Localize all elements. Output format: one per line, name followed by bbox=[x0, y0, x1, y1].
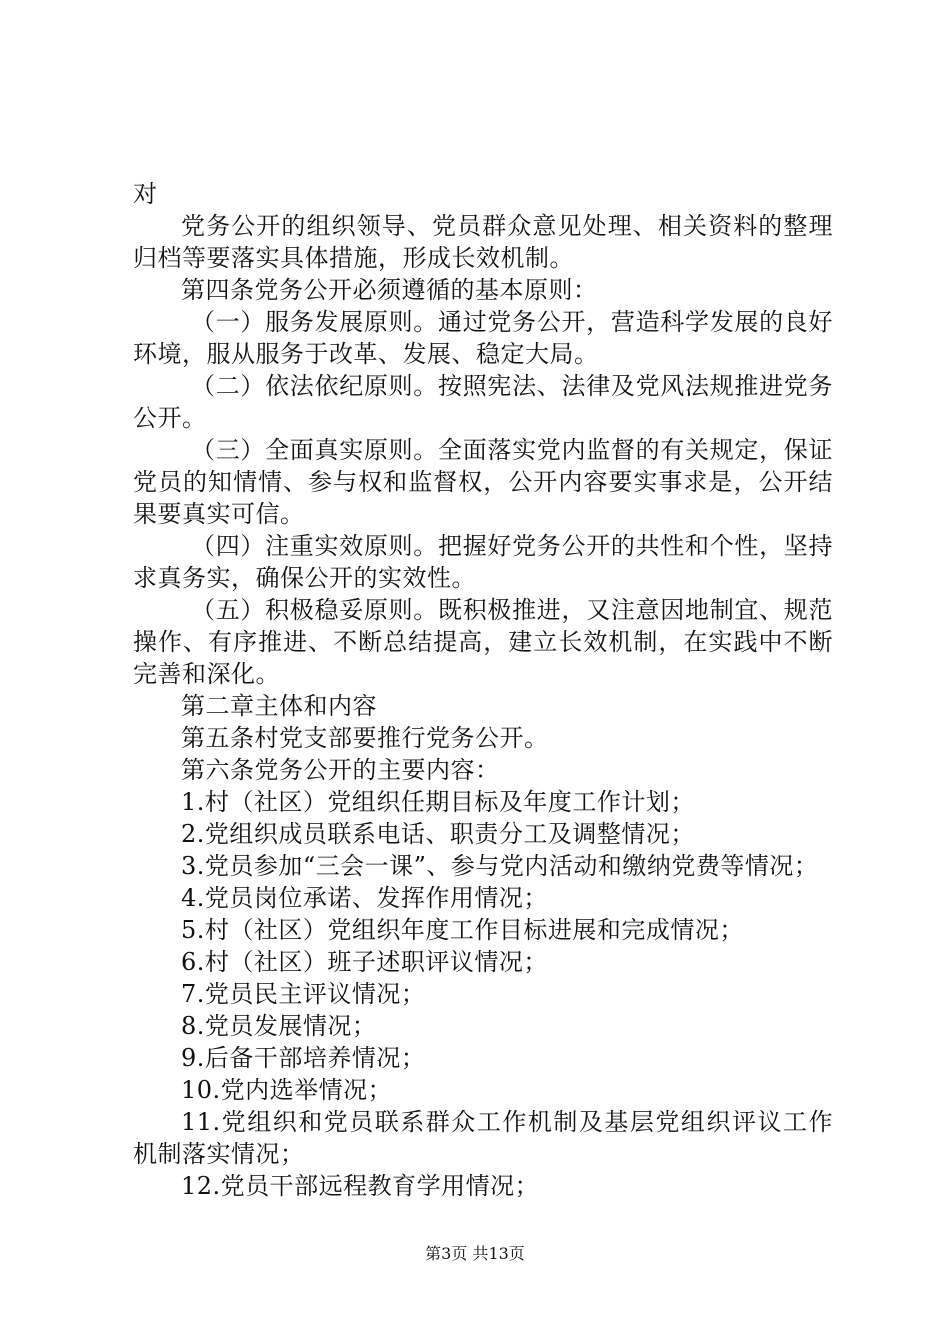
paragraph: 党务公开的组织领导、党员群众意见处理、相关资料的整理归档等要落实具体措施，形成长效机制。 bbox=[133, 212, 833, 272]
document-body bbox=[133, 178, 833, 1202]
article-heading: 第五条村党支部要推行党务公开。 bbox=[181, 724, 549, 752]
list-item: 8.党员发展情况； bbox=[181, 1012, 377, 1040]
list-item: 1.村（社区）党组织任期目标及年度工作计划； bbox=[181, 788, 695, 816]
list-item: 7.党员民主评议情况； bbox=[181, 980, 426, 1008]
chapter-heading: 第二章主体和内容 bbox=[181, 692, 377, 720]
list-item: 2.党组织成员联系电话、职责分工及调整情况； bbox=[181, 820, 695, 848]
list-item: 3.党员参加“三会一课”、参与党内活动和缴纳党费等情况； bbox=[181, 852, 819, 880]
paragraph: （三）全面真实原则。全面落实党内监督的有关规定，保证党员的知情情、参与权和监督权，公开内容要实事求是，公开结果要真实可信。 bbox=[133, 436, 833, 528]
list-item: 10.党内选举情况； bbox=[181, 1076, 393, 1104]
page-number: 第3页 共13页 bbox=[425, 1244, 525, 1263]
list-item: 6.村（社区）班子述职评议情况； bbox=[181, 948, 548, 976]
list-item: 9.后备干部培养情况； bbox=[181, 1044, 426, 1072]
paragraph: （一）服务发展原则。通过党务公开，营造科学发展的良好环境，服从服务于改革、发展、稳定大局。 bbox=[133, 308, 833, 368]
list-item: 12.党员干部远程教育学用情况； bbox=[181, 1172, 540, 1200]
list-item: 4.党员岗位承诺、发挥作用情况； bbox=[181, 884, 548, 912]
article-heading: 第六条党务公开的主要内容： bbox=[181, 756, 500, 784]
article-heading: 第四条党务公开必须遵循的基本原则： bbox=[181, 276, 598, 304]
paragraph: （四）注重实效原则。把握好党务公开的共性和个性，坚持求真务实，确保公开的实效性。 bbox=[133, 532, 833, 592]
list-item: 5.村（社区）党组织年度工作目标进展和完成情况； bbox=[181, 916, 744, 944]
paragraph: （二）依法依纪原则。按照宪法、法律及党风法规推进党务公开。 bbox=[133, 372, 833, 432]
paragraph: （五）积极稳妥原则。既积极推进，又注意因地制宜、规范操作、有序推进、不断总结提高，建立长效机制，在实践中不断完善和深化。 bbox=[133, 596, 833, 688]
paragraph: 对 bbox=[133, 180, 158, 208]
list-item: 11.党组织和党员联系群众工作机制及基层党组织评议工作机制落实情况； bbox=[133, 1108, 833, 1168]
page-footer bbox=[0, 1243, 950, 1265]
